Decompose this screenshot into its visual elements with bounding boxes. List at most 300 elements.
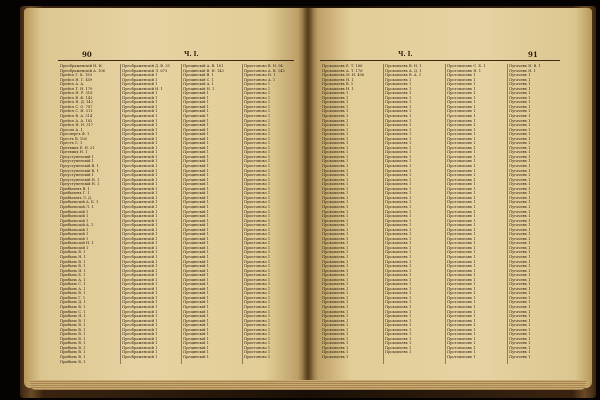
index-entry: Прокопьевъ 1 [322,164,349,169]
index-entry: Пугачевъ 1 [509,209,531,214]
index-entry: Прокопьевъ М. Н. 406 [322,73,365,78]
index-entry: Прокопьевъ 1 [322,118,349,123]
index-entry: Протопоповъ 1 [447,73,476,78]
index-entry: Прецинскій 1 [183,204,209,209]
index-entry: Протопоповъ 1 [447,145,476,150]
index-entry: Преображенскій 1 [122,173,158,178]
index-entry: Прокопьевъ 1 [385,195,412,200]
index-entry: Преображенскій 1 [122,341,158,346]
index-entry: Прецинскій 1 [183,132,209,137]
index-entry: Прокопьевъ В. А. 1 [385,73,422,78]
index-entry: Пугачевъ 1 [509,304,531,309]
left-page [24,8,308,388]
index-entry: Преображенскій 1 [122,195,158,200]
index-entry: Пристоново 1 [244,241,271,246]
index-entry: Протопоповъ 1 [447,164,476,169]
index-entry: Протопоповъ 1 [447,336,476,341]
index-entry: Преуступенскій 1 [60,159,94,164]
index-entry: Протопоповъ 1 [447,200,476,205]
index-entry: Прокопьевъ 1 [385,300,412,305]
index-entry: Протопоповъ 1 [447,123,476,128]
index-entry: Прокопьевъ 1 [385,123,412,128]
index-entry: Преображенскій 1 [122,164,158,169]
index-entry: Прокопьевъ 1 [385,214,412,219]
index-entry: Пугачевъ 1 [509,214,531,219]
index-entry: Преображенскій 1 [122,104,158,109]
index-entry: Прокопьевъ 1 [322,182,349,187]
index-entry: Прецинскій 1 [183,136,209,141]
index-entry: Прокопьевъ 1 [385,236,412,241]
index-entry: Прокопьевъ 1 [322,195,349,200]
index-entry: Пугачевъ 1 [509,177,531,182]
index-entry: Прокопьевъ 1 [385,77,412,82]
index-entry: Пристоново 1 [244,218,271,223]
index-entry: Пристоново 1 [244,100,271,105]
index-entry: Прокопьевъ 1 [385,314,412,319]
index-entry: Прейсъ А. А. 182 [60,118,93,123]
index-entry: Прокопьевъ 1 [322,173,349,178]
index-entry: Преображенскій 1 [122,227,158,232]
index-entry: Прокопьевъ 1 [385,154,412,159]
index-entry: Протопоповъ Н. 1 [447,68,482,73]
column-rule [445,64,446,364]
index-entry: Пугачевъ 1 [509,236,531,241]
index-entry: Пристоново 1 [244,118,271,123]
index-entry: Преображенскій 1 [122,191,158,196]
index-entry: Преображенскій 1 [122,95,158,100]
index-entry: Преуступенскій В. 1 [60,168,99,173]
index-entry: Преуступенскій Н. 1 [60,177,100,182]
index-entry: Пугачевъ 1 [509,254,531,259]
index-entry: Прецинскій 1 [183,304,209,309]
index-entry: Пристоново 1 [244,91,271,96]
index-entry: Прибыль С. 1 [60,282,86,287]
index-entry: Пристоново 1 [244,345,271,350]
index-entry: Пристоново 1 [244,136,271,141]
page-number: 90 [82,50,92,59]
index-entry: Протопоповъ 1 [447,291,476,296]
index-entry: Преображенскій 1 [122,318,158,323]
index-entry: Пугачевъ 1 [509,100,531,105]
index-entry: Прокопьевъ 1 [322,132,349,137]
index-entry: Прецинскій 1 [183,164,209,169]
index-entry: Преображенскій 1 [122,145,158,150]
index-entry: Прибыль Г. 1 [60,295,86,300]
index-entry: Прокопьевъ 1 [385,136,412,141]
index-column [244,64,296,360]
index-entry: Пугачевъ 1 [509,109,531,114]
index-entry: Прокопьевъ 1 [385,227,412,232]
index-entry: Преображенскій 1 [122,241,158,246]
index-entry: Прецинскій 1 [183,295,209,300]
index-column [322,64,382,360]
index-entry: Пристоново 1 [244,114,271,119]
index-entry: Прокопьевъ 1 [385,277,412,282]
index-entry: Прибыль В. 1 [60,259,86,264]
index-entry: Прецинскій 1 [183,209,209,214]
index-entry: Протопоповъ 1 [447,223,476,228]
index-entry: Протопоповъ 1 [447,77,476,82]
index-entry: Пристоново 1 [244,309,271,314]
index-entry: Пугачевъ 1 [509,186,531,191]
index-entry: Прокопьевъ 1 [385,91,412,96]
index-entry: Прокопьевъ 1 [322,295,349,300]
index-entry: Прецинскій 1 [183,314,209,319]
index-entry: Пристоново А. 1 [244,77,276,82]
index-entry: Прокопьевъ 1 [322,304,349,309]
index-entry: Пугачевъ 1 [509,282,531,287]
index-entry: Прокопьевъ 1 [322,323,349,328]
index-entry: Пугачевъ 1 [509,273,531,278]
index-entry: Протопоповъ 1 [447,268,476,273]
index-entry: Прокопьевъ 1 [385,177,412,182]
index-entry: Прокопьевъ 1 [385,268,412,273]
index-entry: Пристоново 1 [244,291,271,296]
index-entry: Пугачевъ 1 [509,291,531,296]
index-entry: Преображенскій 1 [122,327,158,332]
index-entry: Прокопьевъ 1 [385,109,412,114]
index-entry: Протопоповъ 1 [447,327,476,332]
index-entry: Прокопьевъ 1 [322,327,349,332]
index-entry: Прецинскій 1 [183,177,209,182]
index-entry: Пристоново 1 [244,273,271,278]
index-entry: Пугачевъ 1 [509,245,531,250]
index-entry: Прейсъ Н. Д. 142 [60,100,93,105]
index-entry: Прейсъ Т. Н. 179 [60,86,93,91]
index-entry: Прибыль Н. 1 [60,254,86,259]
index-entry: Прокопьевъ 1 [385,168,412,173]
index-entry: Прокопьевъ 1 [385,254,412,259]
page-edges [30,380,586,390]
index-entry: Пугачевъ 1 [509,91,531,96]
index-entry: Протопоповъ 1 [447,204,476,209]
index-entry: Пристоново 1 [244,300,271,305]
index-entry: Прецинскій 1 [183,227,209,232]
index-entry: Прецинскій 1 [183,318,209,323]
index-entry: Прокопьевъ 1 [385,232,412,237]
index-entry: Прецинскій 1 [183,254,209,259]
index-entry: Прибыль В. 1 [60,336,86,341]
index-entry: Прецинскій 1 [183,150,209,155]
index-entry: Преображенскій 1 [122,141,158,146]
index-entry: Прейсъ С. И. 511 [60,109,93,114]
index-entry: Прецинскій 1 [183,250,209,255]
index-entry: Пристоново 1 [244,214,271,219]
index-entry: Прибыль В. 1 [60,304,86,309]
index-entry: Прецинскій 1 [183,191,209,196]
index-entry: Преображенскій Л. 673 [122,68,168,73]
index-entry: Прокопьевъ 1 [322,259,349,264]
index-entry: Прецинскій 1 [183,100,209,105]
index-entry: Прокопьевъ 1 [385,132,412,137]
index-entry: Преображенскій 1 [122,282,158,287]
header-rule [58,60,294,61]
index-entry: Пугачевъ 1 [509,223,531,228]
index-entry: Прецинскій 1 [183,341,209,346]
index-entry: Прибыль В. 1 [60,264,86,269]
index-entry: Прокопьевъ 1 [385,318,412,323]
index-entry: Протопоповъ 1 [447,91,476,96]
index-entry: Пристоново 1 [244,245,271,250]
index-entry: Прибыльскій А. Б. 1 [60,200,99,205]
index-entry: Прибылевъ Л. Д. [60,195,93,200]
index-entry: Прокопьевъ А. Д. 1 [385,68,422,73]
index-entry: Прецинскій 1 [183,336,209,341]
index-entry: Прокопьевъ 1 [385,209,412,214]
index-entry: Преображенскій 1 [122,245,158,250]
index-entry: Пугачевъ 1 [509,141,531,146]
index-entry: Протопоповъ 1 [447,245,476,250]
index-entry: Прецинскій 1 [183,159,209,164]
index-entry: Пугачевъ 1 [509,159,531,164]
index-entry: Пугачевъ 1 [509,168,531,173]
index-entry: Прокопьевъ Н. 1 [322,77,354,82]
index-entry: Прокопьевъ 1 [385,145,412,150]
index-entry: Пугачевъ 1 [509,200,531,205]
index-entry: Пугачевъ 1 [509,318,531,323]
index-entry: Прецинскій 1 [183,118,209,123]
index-entry: Прецинскій 1 [183,104,209,109]
index-entry: Преображенскій 1 [122,127,158,132]
index-entry: Преображенскій 1 [122,77,158,82]
index-entry: Прокопьевъ 1 [322,282,349,287]
index-entry: Протопоповъ 1 [447,227,476,232]
index-entry: Прокопьевъ 1 [322,277,349,282]
index-entry: Прокопьевъ 1 [322,309,349,314]
index-entry: Прокопьевъ 1 [322,268,349,273]
index-entry: Пугачевъ 1 [509,195,531,200]
index-entry: Прокопьевъ 1 [322,350,349,355]
open-book [24,8,592,394]
right-page [308,8,592,388]
index-entry: Пристоново 1 [244,227,271,232]
index-entry: Прибыльскій 1 [60,218,89,223]
index-entry: Прокопьевъ 1 [385,191,412,196]
index-entry: Прецинскій А. В. 161 [183,64,224,68]
index-entry: Прецинскій 1 [183,291,209,296]
index-entry: Пристоново 1 [244,286,271,291]
index-entry: Прибыль В. 1 [60,341,86,346]
index-entry: Прокопьевъ 1 [322,159,349,164]
index-entry: Пугачевъ 1 [509,345,531,350]
index-entry: Прецинскій 1 [183,173,209,178]
index-entry: Пугачевъ 1 [509,250,531,255]
index-entry: Пугачевъ 1 [509,104,531,109]
index-entry: Пугачевъ 1 [509,145,531,150]
index-entry: Преображенскій 1 [122,355,158,359]
index-entry: Прокопьевъ 1 [322,154,349,159]
index-entry: Преображенскій Н. 1 [122,86,163,91]
index-entry: Пристоново 1 [244,209,271,214]
index-entry: Протопоповъ 1 [447,264,476,269]
index-entry: Прецинскій 1 [183,127,209,132]
index-entry: Пристоново 1 [244,341,271,346]
index-entry: Прокопьевъ 1 [322,227,349,232]
index-entry: Преображенскій 1 [122,100,158,105]
index-entry: Прокопьевъ 1 [322,318,349,323]
index-entry: Пристоново 1 [244,127,271,132]
index-entry: Преуступенскій 1 [60,154,94,159]
index-entry: Прокопьевъ 1 [385,164,412,169]
index-entry: Прокопьевъ 1 [385,218,412,223]
index-entry: Прокопьевъ 1 [385,332,412,337]
index-entry: Прокопьевъ 1 [322,236,349,241]
index-entry: Пугачевъ 1 [509,350,531,355]
index-entry: Прокопьевъ Е. Т. 166 [322,64,363,68]
index-entry: Прецинскій 1 [183,200,209,205]
index-entry: Прокопьевъ 1 [322,264,349,269]
index-entry: Прокопьевъ 1 [322,291,349,296]
index-entry: Пристоново 1 [244,314,271,319]
index-column [509,64,563,360]
index-entry: Протопоповъ 1 [447,214,476,219]
index-column [183,64,243,360]
index-entry: Престъ В. 106 [60,136,87,141]
index-entry: Прокопьевъ 1 [385,95,412,100]
index-entry: Прибылевъ Г. 1 [60,191,90,196]
index-entry: Пугачевъ 1 [509,86,531,91]
index-entry: Пристоново 1 [244,254,271,259]
index-entry: Пристоново 1 [244,141,271,146]
index-entry: Протопоповъ 1 [447,314,476,319]
index-entry: Прецинскій 1 [183,141,209,146]
index-entry: Прокопьевъ 1 [385,173,412,178]
column-rule [383,64,384,364]
index-entry: Прецинскій 1 [183,123,209,128]
index-entry: Пугачевъ 1 [509,277,531,282]
index-entry: Преображенскій 1 [122,277,158,282]
index-entry: Преображенскій Д. В. 35 [122,64,170,68]
index-entry: Протопоповъ 1 [447,127,476,132]
index-entry: Прецинскій 1 [183,241,209,246]
index-entry: Прокопьевъ 1 [322,345,349,350]
index-entry: Пристоново 1 [244,282,271,287]
index-entry: Прокопьевъ 1 [385,200,412,205]
index-entry: Прецинскій В. Н. 143 [183,68,224,73]
index-entry: Протопоповъ 1 [447,82,476,87]
index-entry: Прокопьевъ 1 [322,214,349,219]
index-entry: Пристоново 1 [244,250,271,255]
index-entry: Прейсъ С. О. 787 [60,104,93,109]
index-entry: Пугачевъ 1 [509,300,531,305]
index-entry: Прибыль А. 1 [60,277,86,282]
column-rule [181,64,182,364]
index-entry: Прибыльскій 1 [60,232,89,237]
index-entry: Прокопьевъ 1 [322,177,349,182]
index-entry: Преображенскій 1 [122,286,158,291]
index-entry: Протопоповъ С. Б. 1 [447,64,486,68]
index-entry: Преображенскій 1 [122,323,158,328]
index-entry: Прибыль В. 1 [60,250,86,255]
index-entry: Прокопьевъ 1 [322,200,349,205]
index-entry: Прибыль С. 1 [60,309,86,314]
index-entry: Преображенскій 1 [122,304,158,309]
index-entry: Протопоповъ 1 [447,241,476,246]
index-entry: Пристоново 1 [244,109,271,114]
index-entry: Протопоповъ 1 [447,159,476,164]
index-entry: Пристоново 1 [244,182,271,187]
index-entry: Прецинскій 1 [183,268,209,273]
index-entry: Пугачевъ 1 [509,173,531,178]
index-entry: Прибылевъ В. 1 [60,186,90,191]
index-entry: Пристоново 1 [244,150,271,155]
index-entry: Протопоповъ 1 [447,209,476,214]
index-entry: Прибыль В. 1 [60,323,86,328]
index-entry: Протопоповъ 1 [447,254,476,259]
page-header: Ч. I. [398,51,413,58]
index-entry: Пугачевъ 1 [509,295,531,300]
index-entry: Пристоново 1 [244,332,271,337]
index-entry: Преображенскій 1 [122,118,158,123]
index-entry: Прибыль В. 1 [60,359,86,364]
index-entry: Прецинскій 1 [183,264,209,269]
index-entry: Пугачевъ 1 [509,191,531,196]
index-entry: Прокопьевъ 1 [385,86,412,91]
index-entry: Прецинскій 1 [183,327,209,332]
index-entry: Прибыль В. 1 [60,350,86,355]
index-entry: Пристоново 1 [244,195,271,200]
index-entry: Прокопьевъ 1 [322,127,349,132]
index-entry: Протопоповъ 1 [447,300,476,305]
index-entry: Претвицъ Е. Н. 21 [60,145,95,150]
index-entry: Прецинскій 1 [183,91,209,96]
index-entry: Протопоповъ 1 [447,232,476,237]
index-entry: Преображенскій 1 [122,82,158,87]
index-entry: Прецинскій 1 [183,95,209,100]
index-entry: Прейсъ Н. Г. 459 [60,77,93,82]
index-entry: Прокопьевъ 1 [385,295,412,300]
index-entry: Прокопьевъ 1 [385,350,412,355]
index-entry: Преображенскій 1 [122,295,158,300]
index-entry: Прокопьевъ 1 [322,250,349,255]
index-entry: Пугачевъ 1 [509,341,531,346]
index-entry: Прецинскій 1 [183,154,209,159]
index-entry: Пристоново 1 [244,86,271,91]
index-entry: Прокопьевъ 1 [385,241,412,246]
index-entry: Прецинскій 1 [183,168,209,173]
index-entry: Протопоповъ 1 [447,295,476,300]
index-entry: Пристоново 1 [244,168,271,173]
index-entry: Преображенскій 1 [122,204,158,209]
index-entry: Прейсъ Н. Р. 318 [60,91,93,96]
index-entry: Пугачевъ 1 [509,123,531,128]
index-entry: Пугачевъ 1 [509,150,531,155]
index-entry: Протопоповъ 1 [447,95,476,100]
index-entry: Прейсъ В. Ф. 143 [60,95,93,100]
index-entry: Протопоповъ 1 [447,195,476,200]
index-entry: Преображенскій 1 [122,200,158,205]
index-entry: Протопоповъ 1 [447,136,476,141]
index-entry: Пристоново 1 [244,177,271,182]
index-entry: Протопоповъ 1 [447,182,476,187]
index-entry: Пугачевъ 1 [509,309,531,314]
index-entry: Протопоповъ 1 [447,173,476,178]
index-entry: Преображенскій 1 [122,314,158,319]
index-entry: Прокопьевъ 1 [322,300,349,305]
index-entry: Пристоново 1 [244,323,271,328]
index-entry: Прецинскій 1 [183,350,209,355]
index-entry: Прецинскій 1 [183,273,209,278]
index-entry: Преображенскій 1 [122,154,158,159]
index-entry: Прокопьевъ 1 [385,304,412,309]
index-entry: Прецинскій Н. 1 [183,86,215,91]
index-entry: Пугачевъ 1 [509,136,531,141]
index-entry: Преображенскій 1 [122,309,158,314]
index-entry: Преображенскій 1 [122,336,158,341]
index-entry: Прокопьевъ 1 [322,209,349,214]
index-entry: Прокопьевъ 1 [385,323,412,328]
index-entry: Пугачевъ 1 [509,154,531,159]
